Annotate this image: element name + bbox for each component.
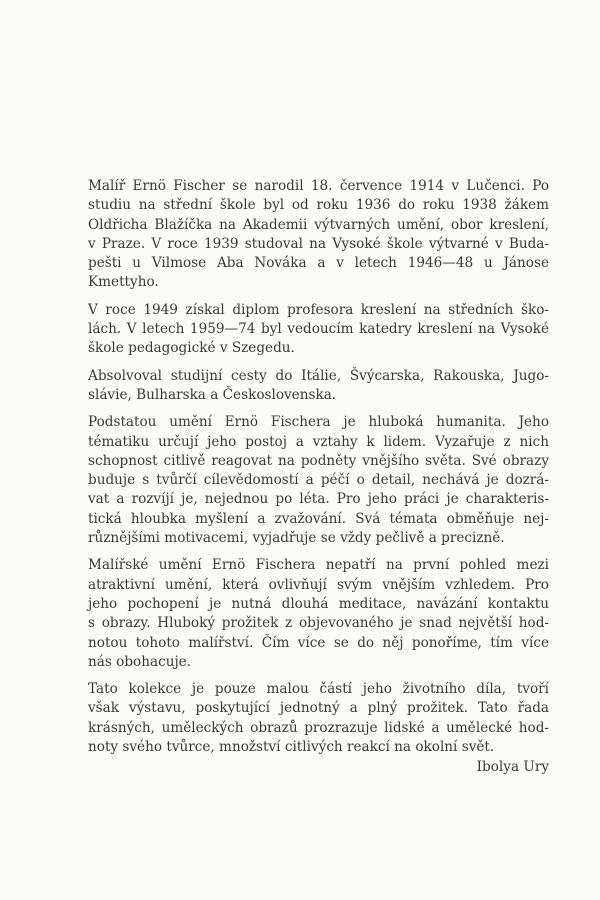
text-line: buduje s tvůrčí cílevědomostí a péčí o detail, nechává je dozrá- — [88, 472, 549, 489]
text-line: V roce 1949 získal diplom profesora kreslení na středních ško- — [88, 301, 549, 318]
body-text — [88, 177, 549, 778]
text-line: tická hloubka myšlení a zvažování. Svá témata obměňuje nej- — [88, 510, 549, 527]
paragraph-art — [88, 556, 549, 672]
paragraph-humanity — [88, 413, 549, 548]
text-line: Absolvoval studijní cesty do Itálie, Švýcarska, Rakouska, Jugo- — [88, 367, 549, 384]
text-line: lách. V letech 1959—74 byl vedoucím katedry kreslení na Vysoké — [88, 321, 549, 338]
text-line: Kmettyho. — [88, 274, 159, 291]
text-line: krásných, uměleckých obrazů prozrazuje lidské a umělecké hod- — [88, 719, 549, 736]
text-line: různějšími motivacemi, vyjadřuje se vždy pečlivě a precizně. — [88, 530, 505, 547]
text-line: schopnost citlivě reagovat na podněty vnějšího světa. Své obrazy — [88, 452, 549, 469]
text-line: jeho pochopení je nutná dlouhá meditace, navázání kontaktu — [88, 595, 549, 612]
paragraph-collection — [88, 680, 549, 757]
text-line: nás obohacuje. — [88, 653, 192, 670]
text-line: v Praze. V roce 1939 studoval na Vysoké škole výtvarné v Buda- — [88, 235, 549, 252]
paragraph-career — [88, 301, 549, 359]
text-line: však výstavu, poskytující jednotný a plný prožitek. Tato řada — [88, 700, 549, 717]
author-signature: Ibolya Ury — [476, 759, 549, 776]
text-line: Podstatou umění Ernö Fischera je hluboká humanita. Jeho — [88, 414, 549, 431]
text-line: vat a rozvíjí je, nejednou po léta. Pro jeho práci je charakteris- — [88, 491, 549, 508]
paragraph-travels — [88, 367, 549, 406]
text-line: pešti u Vilmose Aba Nováka a v letech 1946—48 u Jánose — [88, 255, 549, 272]
text-line: studiu na střední škole byl od roku 1936 do roku 1938 žákem — [88, 197, 549, 214]
paragraph-biography — [88, 177, 549, 293]
text-line: Malířské umění Ernö Fischera nepatří na první pohled mezi — [88, 557, 549, 574]
text-line: slávie, Bulharska a Československa. — [88, 386, 337, 403]
text-line: škole pedagogické v Szegedu. — [88, 340, 295, 357]
text-line: noty svého tvůrce, množství citlivých reakcí na okolní svět. — [88, 739, 495, 756]
text-line: s obrazy. Hluboký prožitek z objevovaného je snad největší hod- — [88, 615, 549, 632]
text-line: Oldřicha Blažíčka na Akademii výtvarných umění, obor kreslení, — [88, 216, 549, 233]
text-line: atraktivní umění, která ovlivňují svým vnějším vzhledem. Pro — [88, 576, 549, 593]
text-line: Malíř Ernö Fischer se narodil 18. července 1914 v Lučenci. Po — [88, 178, 549, 194]
text-line: notou tohoto malířství. Čím více se do něj ponoříme, tím více — [88, 634, 549, 651]
text-line: Tato kolekce je pouze malou částí jeho životního díla, tvoří — [88, 681, 549, 698]
text-line: tématiku určují jeho postoj a vztahy k lidem. Vyzařuje z nich — [88, 433, 549, 450]
